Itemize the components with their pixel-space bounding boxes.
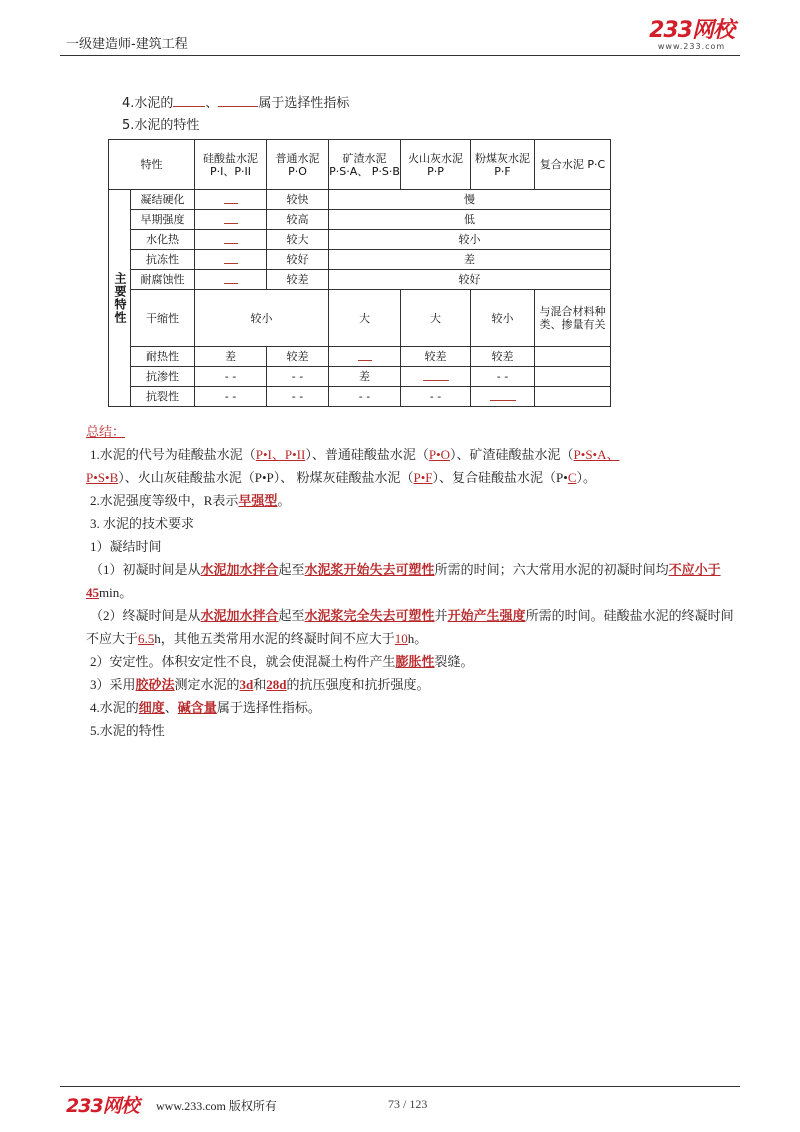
table-row	[109, 230, 611, 250]
summary-title-line	[86, 420, 742, 443]
table-cell: - -	[267, 387, 329, 407]
table-cell: 较差	[267, 270, 329, 290]
answer-highlight: 不应小于45	[86, 562, 721, 600]
answer-blank	[490, 390, 516, 401]
answer-blank	[224, 213, 238, 224]
answer-highlight: C	[567, 470, 577, 485]
summary-section	[86, 420, 742, 742]
text-span: 2.水泥强度等级中，R表示	[90, 493, 239, 508]
answer-highlight: 6.5	[138, 631, 155, 646]
fill-blank-cell	[195, 250, 267, 270]
row-label: 抗裂性	[131, 387, 195, 407]
table-cell: 较差	[471, 347, 535, 367]
table-row	[109, 210, 611, 230]
summary-line-6	[86, 604, 742, 650]
text-span: min。	[99, 585, 133, 600]
row-label: 抗渗性	[131, 367, 195, 387]
merged-cell: 低	[329, 210, 611, 230]
table-cell: 较差	[401, 347, 471, 367]
table-cell: 较小	[471, 290, 535, 347]
table-cell: 差	[329, 367, 401, 387]
text-span: （2）终凝时间是从	[90, 608, 201, 623]
text-span: 起至	[278, 562, 305, 577]
answer-highlight: P•S•A、	[573, 447, 620, 462]
row-label: 耐热性	[131, 347, 195, 367]
row-label: 干缩性	[131, 290, 195, 347]
q4-blank-2	[218, 94, 258, 107]
text-span: h。	[407, 631, 428, 646]
summary-line-9	[86, 696, 742, 719]
table-cell: 较大	[267, 230, 329, 250]
table-cell: 与混合材料种类、掺量有关	[535, 290, 611, 347]
text-span: 4.水泥的	[90, 700, 139, 715]
summary-line-8	[86, 673, 742, 696]
footer-site-link[interactable]: www.233.com 版权所有	[156, 1099, 277, 1113]
q4-suffix: 属于选择性指标	[258, 96, 350, 111]
question-5: 5.水泥的特性	[122, 118, 200, 133]
header-title: 一级建造师-建筑工程	[66, 37, 188, 52]
fill-blank-cell	[195, 210, 267, 230]
header-cell: 矿渣水泥 P·S·A、 P·S·B	[329, 140, 401, 190]
fill-blank-cell	[401, 367, 471, 387]
text-span: 2）安定性。体积安定性不良，就会使混凝土构件产生	[90, 654, 396, 669]
text-span: h，其他五类常用水泥的终凝时间不应大于	[154, 631, 395, 646]
text-span: ）、复合硅酸盐水泥（P•	[432, 470, 568, 485]
header-cell: 粉煤灰水泥P·F	[471, 140, 535, 190]
table-row	[109, 347, 611, 367]
fill-blank-cell	[195, 270, 267, 290]
summary-line-4: 1）凝结时间	[90, 539, 162, 554]
table-cell: 较高	[267, 210, 329, 230]
header-divider	[60, 55, 740, 56]
table-cell: - -	[329, 387, 401, 407]
text-span: 和	[253, 677, 267, 692]
merged-cell: 较小	[195, 290, 329, 347]
q4-blank-1	[173, 94, 205, 107]
answer-highlight: 水泥加水拌合	[200, 562, 279, 577]
answer-blank	[358, 350, 372, 361]
empty-cell	[535, 387, 611, 407]
table-cell: - -	[195, 367, 267, 387]
text-span: ）。	[576, 470, 596, 485]
row-label: 水化热	[131, 230, 195, 250]
text-span: 起至	[278, 608, 305, 623]
row-label: 抗冻性	[131, 250, 195, 270]
table-row	[109, 270, 611, 290]
table-row	[109, 190, 611, 210]
answer-highlight: 碱含量	[177, 700, 217, 715]
text-span: 裂缝。	[434, 654, 474, 669]
summary-line-7	[86, 650, 742, 673]
table-row	[109, 367, 611, 387]
answer-highlight: P•O	[428, 447, 451, 462]
merged-cell: 较好	[329, 270, 611, 290]
answer-blank	[423, 370, 449, 381]
table-cell: - -	[471, 367, 535, 387]
text-span: 测定水泥的	[174, 677, 240, 692]
empty-cell	[535, 367, 611, 387]
footer-logo: 233网校	[66, 1095, 139, 1117]
summary-title: 总结：	[86, 424, 126, 439]
text-span: 所需的时间。硅酸盐水泥的终凝时间不应大于	[86, 608, 734, 646]
table-cell: 大	[401, 290, 471, 347]
fill-blank-cell	[471, 387, 535, 407]
answer-blank	[224, 253, 238, 264]
table-cell: 较快	[267, 190, 329, 210]
answer-highlight: 早强型	[238, 493, 278, 508]
answer-blank	[224, 233, 238, 244]
answer-highlight: 3d	[239, 677, 254, 692]
answer-highlight: 细度	[138, 700, 165, 715]
summary-line-3: 3. 水泥的技术要求	[90, 516, 195, 531]
header-cell: 复合水泥 P·C	[535, 140, 611, 190]
merged-cell: 慢	[329, 190, 611, 210]
merged-cell: 较小	[329, 230, 611, 250]
text-span: （1）初凝时间是从	[90, 562, 201, 577]
fill-blank-cell	[195, 190, 267, 210]
table-row	[109, 250, 611, 270]
row-label: 耐腐蚀性	[131, 270, 195, 290]
text-span: ）、火山灰硅酸盐水泥（P•P）、 粉煤灰硅酸盐水泥（	[118, 470, 414, 485]
summary-line-1-cont	[86, 466, 742, 489]
summary-line-1	[86, 443, 742, 466]
header-cell: 普通水泥 P·O	[267, 140, 329, 190]
merged-cell: 差	[329, 250, 611, 270]
header-cell: 硅酸盐水泥 P·I、P·II	[195, 140, 267, 190]
text-span: 1.水泥的代号为硅酸盐水泥（	[90, 447, 256, 462]
summary-line-5	[86, 558, 742, 604]
logo-text: 233网校	[649, 18, 734, 43]
text-span: 属于选择性指标。	[216, 700, 321, 715]
logo-subtext: www.233.com	[657, 42, 726, 51]
header-cell: 火山灰水泥P·P	[401, 140, 471, 190]
table-cell: 差	[195, 347, 267, 367]
footer-divider	[60, 1086, 740, 1087]
header-cell: 特性	[109, 140, 195, 190]
answer-blank	[224, 273, 238, 284]
answer-highlight: 28d	[266, 677, 287, 692]
row-label: 早期强度	[131, 210, 195, 230]
q4-prefix: 4.水泥的	[122, 96, 174, 111]
answer-highlight: 水泥加水拌合	[200, 608, 279, 623]
table-cell: 较差	[267, 347, 329, 367]
row-label: 凝结硬化	[131, 190, 195, 210]
text-span: ）、矿渣硅酸盐水泥（	[450, 447, 574, 462]
answer-highlight: 胶砂法	[135, 677, 175, 692]
question-4	[122, 92, 349, 111]
text-span: 。	[277, 493, 291, 508]
fill-blank-cell	[329, 347, 401, 367]
table-cell: 较好	[267, 250, 329, 270]
table-cell: - -	[267, 367, 329, 387]
table-row	[109, 387, 611, 407]
table-row	[109, 290, 611, 347]
answer-highlight: P•F	[413, 470, 433, 485]
answer-highlight: P•S•B	[86, 470, 119, 485]
answer-highlight: 膨胀性	[395, 654, 435, 669]
answer-highlight: 水泥浆完全失去可塑性	[304, 608, 435, 623]
text-span: 、	[164, 700, 178, 715]
answer-blank	[224, 193, 238, 204]
brand-logo	[649, 20, 734, 51]
table-cell: - -	[195, 387, 267, 407]
text-span: 所需的时间；六大常用水泥的初凝时间均	[434, 562, 669, 577]
cement-properties-table	[108, 139, 611, 407]
empty-cell	[535, 347, 611, 367]
answer-highlight: 开始产生强度	[447, 608, 526, 623]
summary-line-2	[86, 489, 742, 512]
table-cell: 大	[329, 290, 401, 347]
answer-highlight: P•I、P•II	[255, 447, 306, 462]
page-number: 73 / 123	[388, 1097, 428, 1111]
table-cell: - -	[401, 387, 471, 407]
summary-line-10: 5.水泥的特性	[90, 723, 165, 738]
text-span: ）、普通硅酸盐水泥（	[305, 447, 429, 462]
group-label: 主要特性	[109, 190, 131, 407]
text-span: 并	[434, 608, 448, 623]
text-span: 3）采用	[90, 677, 136, 692]
q4-separator: 、	[205, 96, 219, 111]
table-header-row	[109, 140, 611, 190]
answer-highlight: 水泥浆开始失去可塑性	[304, 562, 435, 577]
answer-highlight: 10	[394, 631, 408, 646]
fill-blank-cell	[195, 230, 267, 250]
text-span: 的抗压强度和抗折强度。	[286, 677, 430, 692]
